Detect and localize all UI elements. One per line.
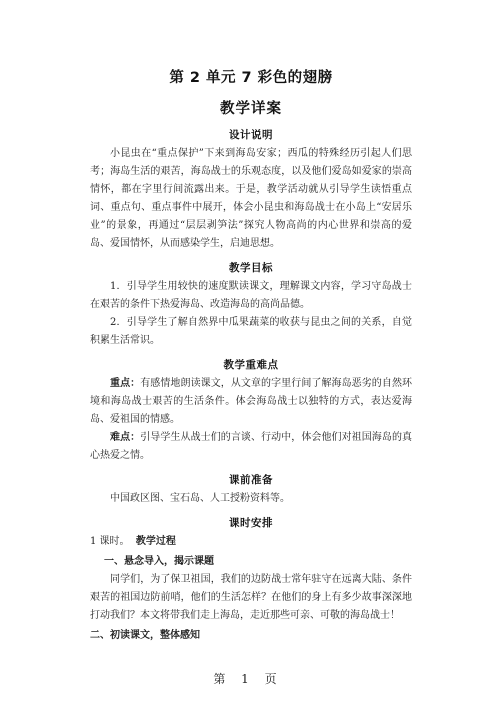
schedule-heading: 课时安排	[229, 517, 273, 529]
prep-text: 中国政区图、宝石岛、人工授粉资料等。	[110, 493, 290, 504]
schedule-line	[90, 533, 412, 551]
focus-text: 有感情地朗读课文，从文章的字里行间了解海岛恶劣的自然环境和海岛战士艰苦的生活条件。体会海岛战士以独特的方式，表达爱海岛、爱祖国的情感。	[90, 378, 413, 425]
goal-item-1: 1．引导学生用较快的速度默读课文，理解课文内容，学习守岛战士在艰苦的条件下热爱海岛、改造海岛的高尚品德。	[90, 281, 412, 310]
schedule-hours: 1 课时。	[90, 536, 130, 547]
goal-item-2: 2．引导学生了解自然界中瓜果蔬菜的收获与昆虫之间的关系，自觉积累生活常识。	[90, 317, 412, 346]
section2-heading: 二、初读课文，整体感知	[90, 630, 200, 641]
difficulty-label: 难点：	[110, 432, 141, 443]
difficulty-paragraph	[90, 429, 412, 465]
document-body	[90, 66, 412, 645]
focus-paragraph	[90, 375, 412, 429]
key-points-heading: 教学重难点	[223, 359, 279, 371]
page-footer: 第 1 页	[213, 672, 283, 686]
lesson-subtitle: 教学详案	[220, 101, 282, 117]
difficulty-text: 引导学生从战士们的言谈、行动中，体会他们对祖国海岛的真心热爱之情。	[90, 432, 413, 461]
design-paragraph: 小昆虫在“重点保护”下来到海岛安家；西瓜的特殊经历引起人们思考；海岛生活的艰苦，海岛战士的乐观态度，以及他们爱岛如爱家的崇高情怀，都在字里行间流露出来。于是，教学活动就从引导学生读悟重点词、重点句、重点事件中展开，体会小昆虫和海岛战士在小岛上“安居乐业”的景象，再通过“层层剥笋法”探究人物高尚的内心世界和崇高的爱岛、爱国情怀，从而感染学生，启迪思想。	[90, 148, 412, 249]
focus-label: 重点：	[110, 378, 141, 389]
goals-heading: 教学目标	[229, 262, 273, 274]
process-label: 教学过程	[135, 536, 176, 547]
section1-heading: 一、悬念导入，揭示课题	[104, 556, 214, 567]
lesson-title: 第 2 单元 7 彩色的翅膀	[169, 70, 333, 86]
section1-text: 同学们，为了保卫祖国，我们的边防战士常年驻守在远离大陆、条件艰苦的祖国边防前哨，他们的生活怎样？在他们的身上有多少故事深深地打动我们？本文将带我们走上海岛，走近那些可亲、可敬的海岛战士！	[90, 574, 412, 621]
design-heading: 设计说明	[229, 129, 273, 141]
prep-heading: 课前准备	[229, 474, 273, 486]
